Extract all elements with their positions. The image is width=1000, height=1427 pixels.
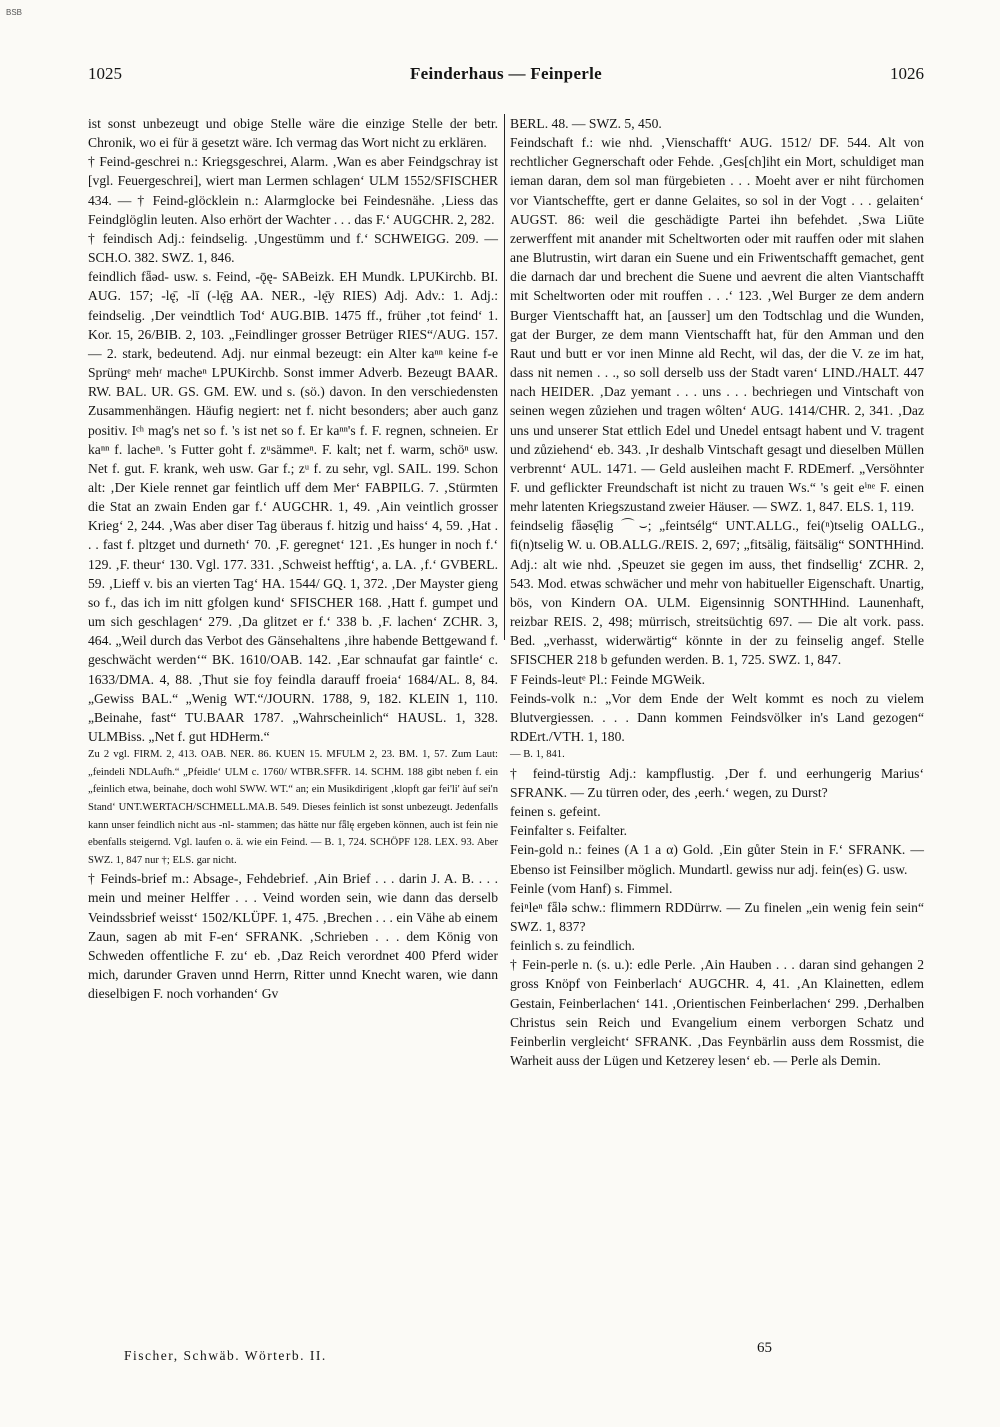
dictionary-entry: † feindisch Adj.: feindselig. ‚Ungestümm und f.‘ SCHWEIGG. 209. — SCH.O. 382. SWZ. 1, 846. xyxy=(88,230,498,266)
dictionary-entry: feindlich fǟəd- usw. s. Feind, -ǭę- SABeizk. EH Mundk. LPUKirchb. BI. AUG. 157; -lę̄, -lī (-lę̄g AA. NER., -lę̄y RIES) Adj. Adv.: 1. Adj.: feindselig. ‚Der veindtlich Tod‘ AUG.BIB. 1475 ff., früher ‚tot feind‘ 1. Kor. 15, 26/BIB. 2, 103. „Feindlinger grosser Betrüger RIES“/AUG. 157. — 2. stark, bedeutend. Adj. nur einmal bezeugt: ein Alter kaⁿⁿ keine f-e Sprüngᵉ mehʳ macheⁿ LPUKirchb. Sonst immer Adverb. Bezeugt BAAR. RW. BAL. UR. GS. GM. EW. und s. (sö.) davon. In den verschiedensten Zusammenhängen. Häufig negiert: net f. nicht besonders; aber auch ganz positiv. Iᶜʰ mag's net so f. 's ist net so f. Er kaⁿⁿ's f. F. regnen, schneien. Er kaⁿⁿ f. lacheⁿ. 's Futter goht f. zᵘsämmeⁿ. F. kalt; net f. warm, schöⁿ usw. Net f. gut. F. krank, weh usw. Gar f.; zᵘ f. zu sehr, vgl. SAIL. 199. Schon alt: ‚Der Kiele rennet gar feintlich uff dem Mer‘ FABPILG. 7. ‚Stürmten die Stat an zwain Enden gar f.‘ AUGCHR. 1, 49. ‚Ain veintlich grosser Krieg‘ 2, 244. ‚Was aber diser Tag überaus f. hitzig und haiss‘ 4, 59. ‚Hat . . . fast f. pltzget und durneth‘ 70. ‚F. geregnet‘ 121. ‚Es hunger in noch f.‘ 129. ‚F. theur‘ 130. Vgl. 177. 331. ‚Schweist hefftig‘, a. LA. ‚f.‘ GVBERL. 59. ‚Lieff v. bis an vierten Tag‘ HA. 1544/ GQ. 1, 372. ‚Der Mayster gieng so f., das ich im nitt gfolgen kund‘ SFISCHER 168. ‚Hatt f. gumpet und um sich geschlagen‘ 279. ‚Da glitzet er f.‘ 338 b. ‚F. lachen‘ ZCHR. 3, 464. „Weil durch das Verbot des Gänsehaltens ‚ihre habende Bettgewand f. geschwächt werden‘“ BK. 1610/OAB. 142. ‚Ear schnaufat gar faintle‘ c. 1633/DMA. 4, 88. ‚Thut sie foy feindla darauff froeia‘ 1684/AL. 8, 84. „Gewiss BAL.“ „Wenig WT.“/JOURN. 1788, 9, 182. KLEIN 1, 110. „Beinahe, fast“ TU.BAAR 1787. „Wahrscheinlich“ HAUSL. 1, 328. ULMBiss. „Net f. gut HDHerm.“ xyxy=(88,269,498,744)
dictionary-entry: † feind-türstig Adj.: kampflustig. ‚Der f. und eerhungerig Marius‘ SFRANK. — Zu türren oder, des ‚eerh.‘ wegen, zu Durst? xyxy=(510,765,924,800)
dictionary-entry: feinlich s. zu feindlich. xyxy=(510,938,635,954)
dictionary-entry: † Feind-geschrei n.: Kriegsgeschrei, Alarm. ‚Wan es aber Feindgschray ist [vgl. Feuergeschrei], wiert man Lermen schlagen‘ ULM 1552/SFISCHER 434. — † Feind-glöcklein n.: Alarmglocke bei Feindesnähe. ‚Liess das Feindglöglin leuten. Also erhört der Wachter . . . das F.‘ AUGCHR. 2, 282. xyxy=(88,154,498,227)
dictionary-entry: feindselig fǟəsę̄lig ⌒⌣; „feintsélg“ UNT.ALLG., fei(ⁿ)tselig OALLG., fi(n)tselig W. u. OB.ALLG./REIS. 2, 697; „fitsälig, fäitsälig“ SONTHHind. Adj.: alt wie nhd. ‚Speuzet sie gegen im auss, thet findsellig‘ ZCHR. 2, 543. Mod. etwas schwächer und mehr von habitueller Eigenschaft. Unartig, bös, von Kindern OA. ULM. Eigensinnig SONTHHind. Launenhaft, reizbar REIS. 2, 498; mürrisch, streitsüchtig 697. — Die alt vork. pass. Bed. „verhasst, widerwärtig“ könnte in der zu feinselig angef. Stelle SFISCHER 218 b gefunden werden. B. 1, 725. SWZ. 1, 847. xyxy=(510,518,924,668)
footer-publication: Fischer, Schwäb. Wörterb. II. xyxy=(124,1348,327,1363)
right-column xyxy=(510,114,924,1070)
page-number-left: 1025 xyxy=(88,64,122,83)
page-title: Feinderhaus — Feinperle xyxy=(410,64,602,83)
page-header xyxy=(88,64,924,88)
left-column xyxy=(88,114,498,1003)
dictionary-entry: — B. 1, 841. xyxy=(510,749,565,761)
page-number-right: 1026 xyxy=(890,64,924,83)
dictionary-entry: feinen s. gefeint. xyxy=(510,804,601,820)
dictionary-entry: F Feinds-leutᵉ Pl.: Feinde MGWeik. xyxy=(510,671,705,687)
dictionary-entry: BERL. 48. — SWZ. 5, 450. xyxy=(510,116,662,131)
dictionary-entry: feiⁿleⁿ fǟlə schw.: flimmern RDDürrw. — Zu finelen „ein wenig fein sein“ SWZ. 1, 837? xyxy=(510,899,924,934)
dictionary-entry: Feindschaft f.: wie nhd. ‚Vienschafft‘ AUG. 1512/ DF. 544. Alt von rechtlicher Gegnerschaft oder Fehde. ‚Ges[ch]iht ein Mort, schuldiget man ieman daran, dem sol man fürgebieten . . . Moeht aver er niht fürchomen vor Viantscheffte, gert er danne Gelaites, so sol in der Vogt . . . gelaiten‘ AUGST. 86: weil die geschädigte Partei ihn befehdet. ‚Swa Liūte zerwerffent mit anander mit Scheltworten oder mit rauffen oder mit slahen ane Blutrustin, wirt daran ein Suene und ein Friwentschafft gemachet, gent die darnach dar und brechent die Suene und aevrent die alten Viantschafft mit Scheltworten oder mit rouffen . . .‘ 123. ‚Wel Burger ze dem andern Burger Vientschafft hat, an [ausser] um den Todtschlag und die Wunden, gat der Burger, ze dem mann Vientschafft hat, für den Amman und den Raut und butt er vor inen Minne ald Recht, wil das, der die V. ze im hat, dass nit nemen . . ., so soll derselb uss der Stadt varen‘ LIND./HALT. 447 nach HEIDER. ‚Daz yemant . . . uns . . . bechriegen und Vintschaft von seinen wegen zůziehen und tragen wôlten‘ AUG. 1414/CHR. 2, 341. ‚Daz uns und unserer Stat ettlich Edel und Unedel entsagt habent und V. tragent und zůziehend‘ eb. 343. ‚Ir deshalb Vintschaft gesagt und dieselben Müllen verbrennt‘ AUL. 1471. — Geld ausleihen macht F. RDEmerf. „Versöhnter F. und geflickter Freundschaft ist nicht zu trauen Ws.“ 's geit eⁱⁿᵉ F. einen mehr latenten Kriegszustand zweier Häuser. — SWZ. 1, 847. ELS. 1, 119. xyxy=(510,135,924,515)
footer-signature-number: 65 xyxy=(757,1340,772,1356)
dictionary-entry: Feinle (vom Hanf) s. Fimmel. xyxy=(510,880,673,896)
library-mark: BSB xyxy=(6,8,23,17)
dictionary-entry: Feinds-volk n.: „Vor dem Ende der Welt kommt es noch zu vielem Blutvergiessen. . . . Dann kommen Feindsvölker in's Land gezogen“ RDErt./VTH. 1, 180. xyxy=(510,690,924,744)
dictionary-entry: Feinfalter s. Feifalter. xyxy=(510,823,628,839)
dictionary-entry: Zu 2 vgl. FIRM. 2, 413. OAB. NER. 86. KUEN 15. MFULM 2, 23. BM. 1, 57. Zum Laut: „feindeli NDLAufh.“ „Pfeidle‘ ULM c. 1760/ WTBR.SFFR. 14. SCHM. 188 gibt neben f. ein „feinlich etwa, beinahe, doch wohl SWW. WT.“ an; ein Musikdirigent ‚klopft gar fei'li' àuf sei'n Stand‘ UNT.WERTACH/SCHMELL.MA.B. 549. Dieses feinlich ist sonst unbezeugt. Jedenfalls kann unser feindlich nicht aus -nl- stammen; das hätte nur fǟlę ergeben können, auch ist fein nie ebenfalls steigernd. Vgl. laufen o. ä. wie ein Feind. — B. 1, 724. SCHÖPF 128. LEX. 93. Aber SWZ. 1, 847 nur †; ELS. gar nicht. xyxy=(88,749,498,866)
dictionary-entry: ist sonst unbezeugt und obige Stelle wäre die einzige Stelle der betr. Chronik, wo ei für ä gesetzt wäre. Ich vermag das Wort nicht zu erklären. xyxy=(88,116,498,151)
dictionary-entry: † Fein-perle n. (s. u.): edle Perle. ‚Ain Hauben . . . daran sind gehangen 2 gross Knöpf von Feinberlach‘ AUGCHR. 4, 41. ‚An Klainetten, edlem Gestain, Feinberlachen‘ 141. ‚Orientischen Feinberlachen‘ 299. ‚Derhalben Christus sein Reich und Evangelium einem verborgen Schatz und Feinberlin vergleicht‘ SFRANK. ‚Das Feynbärlin auss dem Rossmist, die Warheit auss der Lügen und Ketzerey lesen‘ eb. — Perle als Demin. xyxy=(510,957,924,1069)
dictionary-entry: † Feinds-brief m.: Absage-, Fehdebrief. ‚Ain Brief . . . darin J. A. B. . . . mein und meiner Helffer . . . Veind worden sein, wie dann das derselb Veindssbrief weisst‘ 1502/KLÜPF. 1, 475. ‚Brechen . . . ein Vähe ab einem Zaun, sagen ab mit F-en‘ SFRANK. ‚Schrieben . . . dem König von Schweden offentliche F. zu‘ eb. ‚Daz Reich verordnet 400 Pferd wider mich, darunder Graven unnd Herrn, Ritter unnd Knecht waren, wie dann dieselbigen F. noch vorhanden‘ Gv xyxy=(88,871,498,1002)
column-rule xyxy=(504,114,505,640)
dictionary-entry: Fein-gold n.: feines (A 1 a α) Gold. ‚Ein gůter Stein in F.‘ SFRANK. — Ebenso ist Feinsilber möglich. Mundartl. gewiss nur adj. fein(es) G. usw. xyxy=(510,842,924,877)
